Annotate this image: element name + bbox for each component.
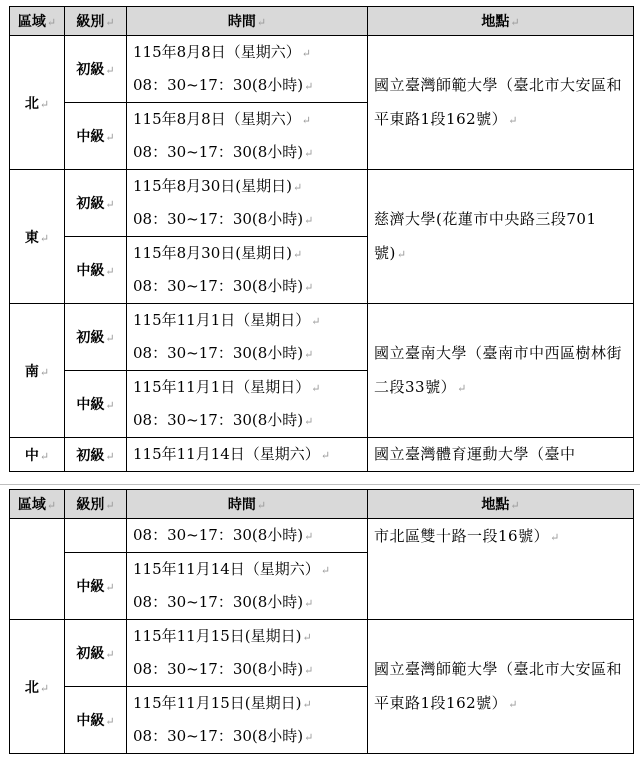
header-place: 地點↵ xyxy=(368,490,634,519)
place-cell: 市北區雙十路一段16號）↵ xyxy=(368,519,634,620)
level-cell: 中級↵ xyxy=(65,687,127,754)
level-cell: 中級↵ xyxy=(65,553,127,620)
table-row xyxy=(10,438,634,472)
level-cell xyxy=(65,519,127,553)
header-place: 地點↵ xyxy=(368,7,634,36)
level-cell: 中級↵ xyxy=(65,103,127,170)
table-row xyxy=(10,620,634,687)
time-cell: 115年8月8日（星期六）↵ 08：30~17：30(8小時)↵ xyxy=(127,103,368,170)
region-cell: 中↵ xyxy=(10,438,65,472)
time-cell: 115年11月14日（星期六）↵ xyxy=(127,438,368,472)
level-cell: 中級↵ xyxy=(65,371,127,438)
table-row xyxy=(10,170,634,237)
time-cell: 115年8月30日(星期日)↵ 08：30~17：30(8小時)↵ xyxy=(127,170,368,237)
place-cell: 國立臺灣體育運動大學（臺中 xyxy=(368,438,634,472)
table-row xyxy=(10,519,634,553)
time-cell: 08：30~17：30(8小時)↵ xyxy=(127,519,368,553)
schedule-table-page-1 xyxy=(9,6,634,472)
time-cell: 115年8月8日（星期六）↵ 08：30~17：30(8小時)↵ xyxy=(127,36,368,103)
place-cell: 國立臺南大學（臺南市中西區樹林街二段33號）↵ xyxy=(368,304,634,438)
header-row xyxy=(10,490,634,519)
header-time: 時間↵ xyxy=(127,7,368,36)
header-level: 級別↵ xyxy=(65,7,127,36)
level-cell: 初級↵ xyxy=(65,620,127,687)
header-time: 時間↵ xyxy=(127,490,368,519)
region-cell: 南↵ xyxy=(10,304,65,438)
level-cell: 初級↵ xyxy=(65,36,127,103)
place-cell: 慈濟大學(花蓮市中央路三段701號)↵ xyxy=(368,170,634,304)
region-cell xyxy=(10,519,65,620)
time-cell: 115年8月30日(星期日)↵ 08：30~17：30(8小時)↵ xyxy=(127,237,368,304)
region-cell: 北↵ xyxy=(10,620,65,754)
time-cell: 115年11月1日（星期日）↵ 08：30~17：30(8小時)↵ xyxy=(127,371,368,438)
table-row xyxy=(10,304,634,371)
place-cell: 國立臺灣師範大學（臺北市大安區和平東路1段162號）↵ xyxy=(368,36,634,170)
region-cell: 東↵ xyxy=(10,170,65,304)
header-region: 區域↵ xyxy=(10,7,65,36)
level-cell: 中級↵ xyxy=(65,237,127,304)
region-cell: 北↵ xyxy=(10,36,65,170)
level-cell: 初級↵ xyxy=(65,170,127,237)
page-break-line xyxy=(0,484,640,485)
table-row xyxy=(10,36,634,103)
time-cell: 115年11月1日（星期日）↵ 08：30~17：30(8小時)↵ xyxy=(127,304,368,371)
schedule-table-page-2 xyxy=(9,489,634,754)
time-cell: 115年11月15日(星期日)↵ 08：30~17：30(8小時)↵ xyxy=(127,687,368,754)
time-cell: 115年11月15日(星期日)↵ 08：30~17：30(8小時)↵ xyxy=(127,620,368,687)
place-cell: 國立臺灣師範大學（臺北市大安區和平東路1段162號）↵ xyxy=(368,620,634,754)
header-region: 區域↵ xyxy=(10,490,65,519)
level-cell: 初級↵ xyxy=(65,304,127,371)
time-cell: 115年11月14日（星期六）↵ 08：30~17：30(8小時)↵ xyxy=(127,553,368,620)
level-cell: 初級↵ xyxy=(65,438,127,472)
header-row xyxy=(10,7,634,36)
header-level: 級別↵ xyxy=(65,490,127,519)
